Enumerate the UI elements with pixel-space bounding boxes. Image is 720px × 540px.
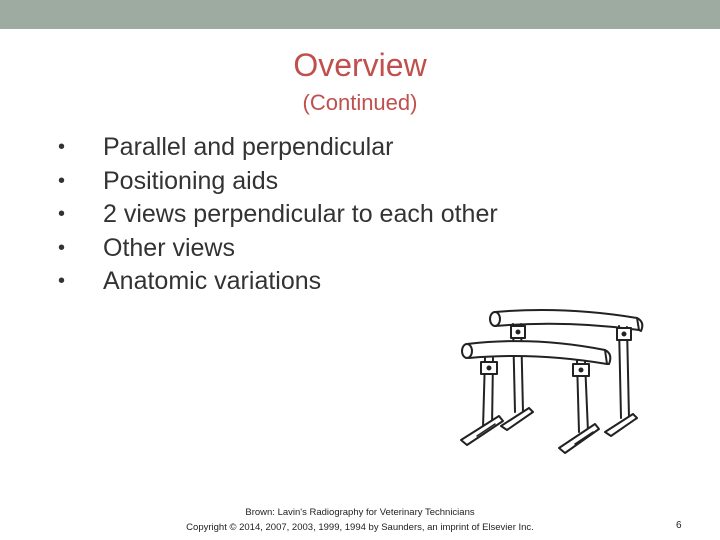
bullet-text: 2 views perpendicular to each other — [103, 200, 498, 229]
slide-title-text: Overview — [293, 47, 427, 83]
bullet-item — [52, 232, 498, 266]
bullet-item — [52, 265, 498, 299]
bullet-dot: • — [58, 136, 66, 159]
bullet-text: Other views — [103, 233, 235, 262]
bullet-item — [52, 165, 498, 199]
bullet-item — [52, 198, 498, 232]
bullet-list — [52, 131, 498, 299]
bullet-text: Parallel and perpendicular — [103, 133, 394, 162]
bullet-text: Anatomic variations — [103, 267, 322, 296]
slide-subtitle: (Continued) — [302, 90, 418, 115]
page-number: 6 — [676, 520, 682, 531]
bullet-dot: • — [58, 236, 66, 259]
copyright-credit — [130, 505, 590, 535]
slide-title — [0, 46, 720, 84]
positioning-trough-illustration — [455, 300, 650, 460]
bullet-dot: • — [58, 203, 66, 226]
bullet-dot: • — [58, 169, 66, 192]
credit-line-source: Brown: Lavin's Radiography for Veterinary Technicians — [245, 507, 475, 518]
credit-line-copyright: Copyright © 2014, 2007, 2003, 1999, 1994 by Saunders, an imprint of Elsevier Inc. — [186, 522, 534, 533]
top-bar — [0, 0, 720, 29]
bullet-text: Positioning aids — [103, 166, 279, 195]
bullet-item — [52, 131, 498, 165]
bullet-dot: • — [58, 270, 66, 293]
